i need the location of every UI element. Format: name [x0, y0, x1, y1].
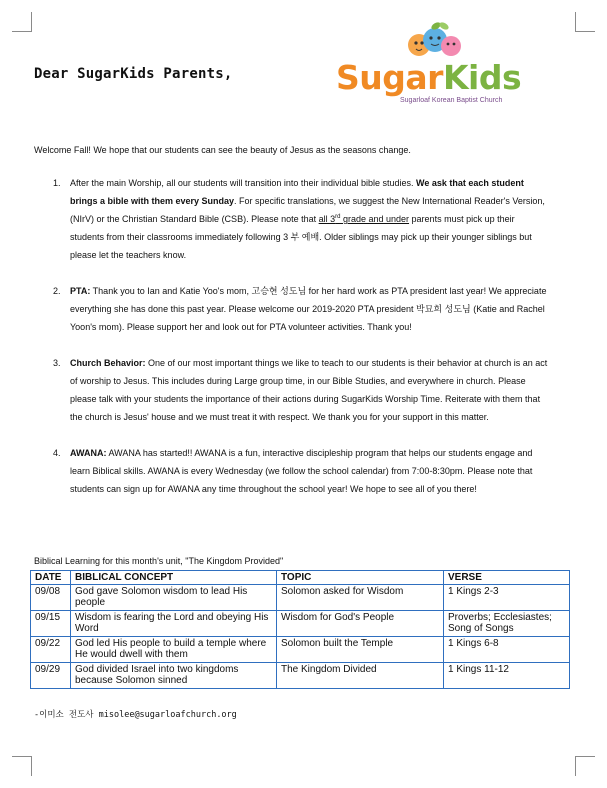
crop-mark	[575, 756, 595, 757]
cell-verse: Proverbs; Ecclesiastes; Song of Songs	[444, 611, 570, 637]
item-number: 2.	[53, 286, 61, 296]
crop-mark	[575, 31, 595, 32]
list-item	[53, 354, 551, 426]
table-row	[31, 637, 570, 663]
table-row	[31, 663, 570, 689]
logo-subtitle: Sugarloaf Korean Baptist Church	[400, 97, 503, 104]
cell-date: 09/08	[31, 585, 71, 611]
crop-mark	[575, 756, 576, 776]
cell-verse: 1 Kings 2-3	[444, 585, 570, 611]
cell-topic: Solomon asked for Wisdom	[277, 585, 444, 611]
list-item	[53, 282, 551, 336]
greeting-heading: Dear SugarKids Parents,	[34, 66, 233, 82]
unit-schedule-table	[30, 570, 570, 689]
welcome-paragraph: Welcome Fall! We hope that our students can see the beauty of Jesus as the seasons change.	[34, 145, 411, 155]
cell-topic: Solomon built the Temple	[277, 637, 444, 663]
cell-date: 09/29	[31, 663, 71, 689]
item-number: 4.	[53, 448, 61, 458]
cell-concept: God led His people to build a temple where He would dwell with them	[71, 637, 277, 663]
list-item	[53, 444, 551, 498]
item-body: After the main Worship, all our students will transition into their individual bible studies. We ask that each student brings a bible with them every Sunday. For specific translations, we suggest the New International Reader's Version, (NIrV) or the Christian Standard Bible (CSB). Please note that all 3rd grade and under parents must pick up their students from their classrooms immediately following 3 부 예배. Older siblings may pick up their younger siblings but please let the teachers know.	[70, 178, 545, 260]
cell-concept: Wisdom is fearing the Lord and obeying His Word	[71, 611, 277, 637]
table-row	[31, 585, 570, 611]
crop-mark	[31, 12, 32, 32]
cell-date: 09/15	[31, 611, 71, 637]
cell-topic: Wisdom for God's People	[277, 611, 444, 637]
cell-concept: God divided Israel into two kingdoms because Solomon sinned	[71, 663, 277, 689]
crop-mark	[31, 756, 32, 776]
sugarkids-logo	[330, 18, 522, 110]
item-body: Church Behavior: One of our most important things we like to teach to our students is their behavior at church is an act of worship to Jesus. This includes during Large group time, in our Bible Studies, and everywhere in church. Please please talk with your students the importance of their actions during SugarKids Worship Time. Reiterate with them that the church is Jesus' house and we must treat it with respect. We thank you for your support in this matter.	[70, 358, 548, 422]
item-number: 1.	[53, 178, 61, 188]
crop-mark	[575, 12, 576, 32]
cell-date: 09/22	[31, 637, 71, 663]
cell-concept: God gave Solomon wisdom to lead His people	[71, 585, 277, 611]
cell-topic: The Kingdom Divided	[277, 663, 444, 689]
cell-verse: 1 Kings 6-8	[444, 637, 570, 663]
list-item	[53, 174, 551, 264]
announcement-list	[53, 174, 551, 516]
item-number: 3.	[53, 358, 61, 368]
cell-verse: 1 Kings 11-12	[444, 663, 570, 689]
header-verse: VERSE	[444, 571, 570, 585]
header-date: DATE	[31, 571, 71, 585]
header-concept: BIBLICAL CONCEPT	[71, 571, 277, 585]
table-header-row	[31, 571, 570, 585]
signature-line: -이미소 전도사 misolee@sugarloafchurch.org	[34, 710, 237, 720]
table-row	[31, 611, 570, 637]
crop-mark	[12, 31, 32, 32]
header-topic: TOPIC	[277, 571, 444, 585]
item-body: PTA: Thank you to Ian and Katie Yoo's mom, 고승현 성도님 for her hard work as PTA president last year! We appreciate everything she has done this past year. Please welcome our 2019-2020 PTA president 박묘희 성도님 (Katie and Rachel Yoon's mom). Please support her and look out for PTA volunteer activities. Thank you!	[70, 286, 547, 332]
table-caption: Biblical Learning for this month's unit, "The Kingdom Provided"	[34, 556, 284, 566]
item-body: AWANA: AWANA has started!! AWANA is a fun, interactive discipleship program that helps our students engage and learn Biblical skills. AWANA is every Wednesday (we follow the school calendar) from 7:00-8:30pm. Please note that students can sign up for AWANA any time throughout the school year! We hope to see all of you there!	[70, 448, 533, 494]
logo-wordmark: SugarKids	[336, 58, 522, 97]
crop-mark	[12, 756, 32, 757]
